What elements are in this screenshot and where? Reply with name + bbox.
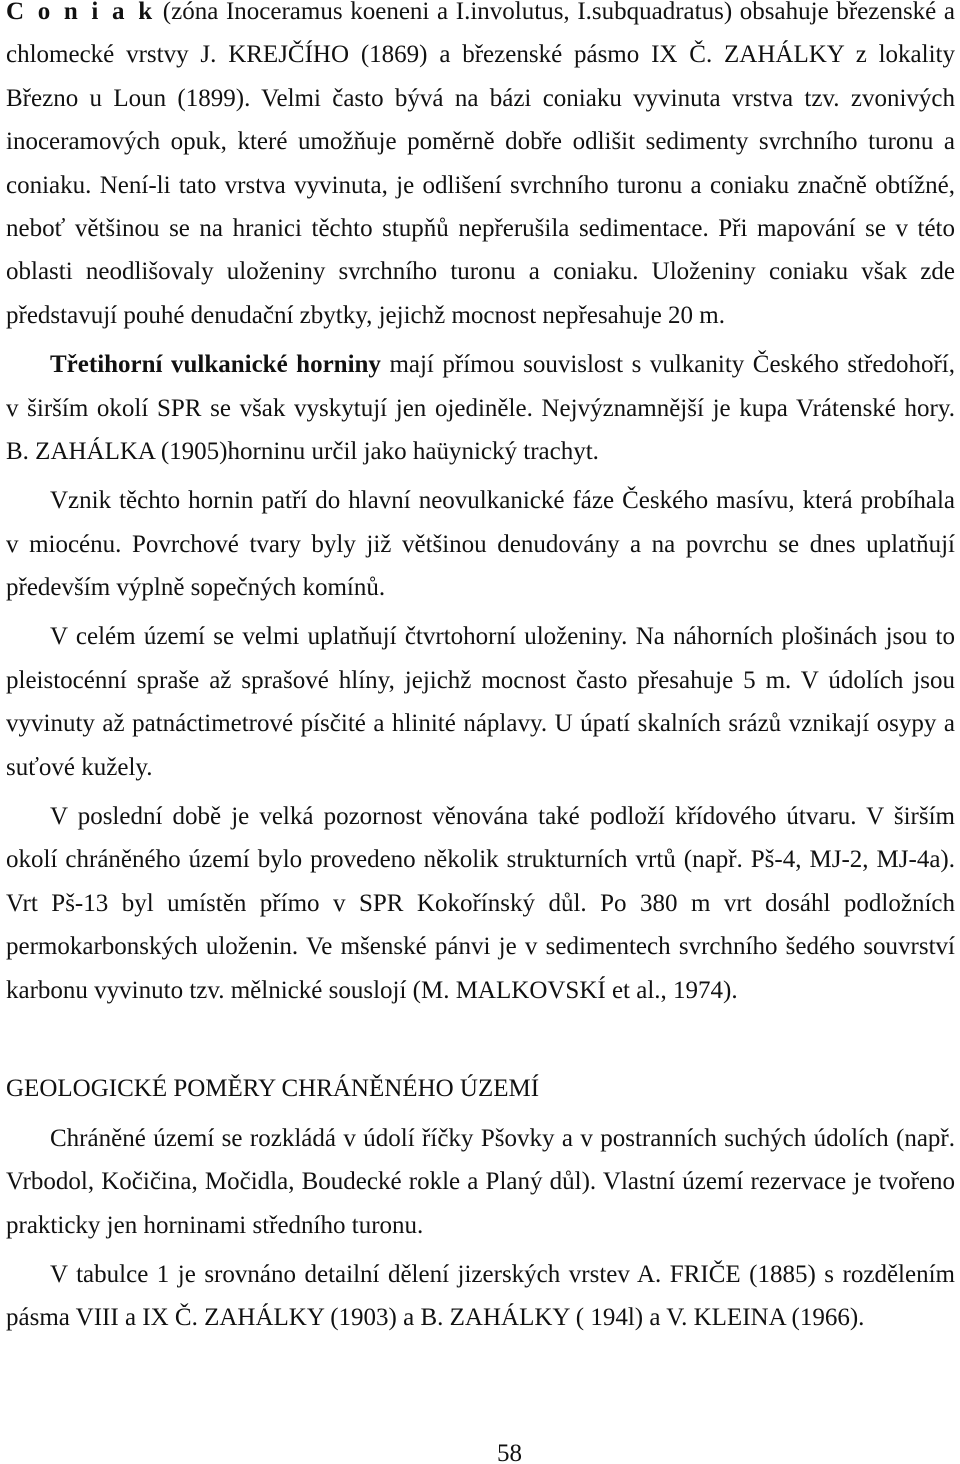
text-line: Březno u Loun (1899). Velmi často bývá na bázi coniaku vyvinuta vrstva tzv. zvonivých — [6, 84, 955, 112]
page-number: 58 — [497, 1440, 522, 1464]
text-line: V poslední době je velká pozornost věnována také podloží křídového útvaru. V širším — [50, 803, 955, 831]
paragraph-table-reference — [6, 1253, 955, 1340]
text-line: pleistocénní spraše až sprašové hlíny, jejichž mocnost často přesahuje 5 m. V údolích jsou — [6, 666, 955, 694]
text-line: suťové kužely. — [6, 753, 153, 781]
text-line: V tabulce 1 je srovnáno detailní dělení jizerských vrstev A. FRIČE (1885) s rozdělením — [50, 1260, 955, 1288]
text-line: okolí chráněného území bylo provedeno několik strukturních vrtů (např. Pš-4, MJ-2, MJ-4a). — [6, 846, 955, 874]
section-heading: GEOLOGICKÉ POMĚRY CHRÁNĚNÉHO ÚZEMÍ — [6, 1075, 540, 1103]
text-line: inoceramových opuk, které umožňuje poměrně dobře odlišit sedimenty svrchního turonu a — [6, 128, 955, 156]
text-line: B. ZAHÁLKA (1905)horninu určil jako haüynický trachyt. — [6, 437, 599, 465]
text-line: Vznik těchto hornin patří do hlavní neovulkanické fáze Českého masívu, která probíhala — [50, 487, 955, 515]
text-line — [6, 0, 955, 33]
text-line: Chráněné území se rozkládá v údolí říčky Pšovky a v postranních suchých údolích (např. — [50, 1124, 955, 1152]
text-run: mají přímou souvislost s vulkanity Českého středohoří, — [389, 351, 955, 379]
text-line: v širším okolí SPR se však vyskytují jen ojediněle. Nejvýznamnější je kupa Vrátenské hory. — [6, 394, 955, 422]
text-line: oblasti neodlišovaly uloženiny svrchního turonu a coniaku. Uloženiny coniaku však zde — [6, 258, 955, 286]
text-line: chlomecké vrstvy J. KREJČÍHO (1869) a březenské pásmo IX Č. ZAHÁLKY z lokality — [6, 41, 955, 69]
text-line: především výplně sopečných komínů. — [6, 574, 386, 602]
paragraph-coniak — [6, 0, 955, 337]
text-line: V celém území se velmi uplatňují čtvrtohorní uloženiny. Na náhorních plošinách jsou to — [50, 623, 955, 651]
text-line: představují pouhé denudační zbytky, jejichž mocnost nepřesahuje 20 m. — [6, 301, 726, 329]
text-line: karbonu vyvinuto tzv. mělnické souslojí (M. MALKOVSKÍ et al., 1974). — [6, 976, 738, 1004]
bold-term-coniak: C o n i a k — [6, 0, 156, 25]
paragraph-boreholes — [6, 795, 955, 1012]
text-line: pásma VIII a IX Č. ZAHÁLKY (1903) a B. ZAHÁLKY ( 194l) a V. KLEINA (1966). — [6, 1304, 865, 1332]
paragraph-volcanic-rocks — [6, 343, 955, 473]
text-run: (zóna Inoceramus koeneni a I.involutus, I.subquadratus) obsahuje březenské a — [162, 0, 956, 25]
paragraph-origin — [6, 479, 955, 609]
paragraph-quaternary — [6, 615, 955, 789]
document-page — [6, 0, 955, 1346]
bold-term-volcanic-rocks: Třetihorní vulkanické horniny — [50, 351, 381, 379]
text-line: Vrt Pš-13 byl umístěn přímo v SPR Kokořínský důl. Po 380 m vrt dosáhl podložních — [6, 889, 955, 917]
text-line: permokarbonských uloženin. Ve mšenské pánvi je v sedimentech svrchního šedého souvrství — [6, 933, 955, 961]
text-line: neboť většinou se na hranici těchto stupňů nepřerušila sedimentace. Při mapování se v této — [6, 214, 955, 242]
text-line: prakticky jen horninami středního turonu. — [6, 1211, 424, 1239]
text-line — [6, 343, 955, 386]
paragraph-protected-area — [6, 1117, 955, 1247]
text-line: Vrbodol, Kočičina, Močidla, Boudecké rokle a Planý důl). Vlastní území rezervace je tvořeno — [6, 1168, 955, 1196]
text-line: vyvinuty až patnáctimetrové písčité a hlinité náplavy. U úpatí skalních srázů vznikají osypy a — [6, 710, 955, 738]
text-line: v miocénu. Povrchové tvary byly již většinou denudovány a na povrchu se dnes uplatňují — [6, 530, 955, 558]
text-line: coniaku. Není-li tato vrstva vyvinuta, je odlišení svrchního turonu a coniaku značně obtížné, — [6, 171, 955, 199]
